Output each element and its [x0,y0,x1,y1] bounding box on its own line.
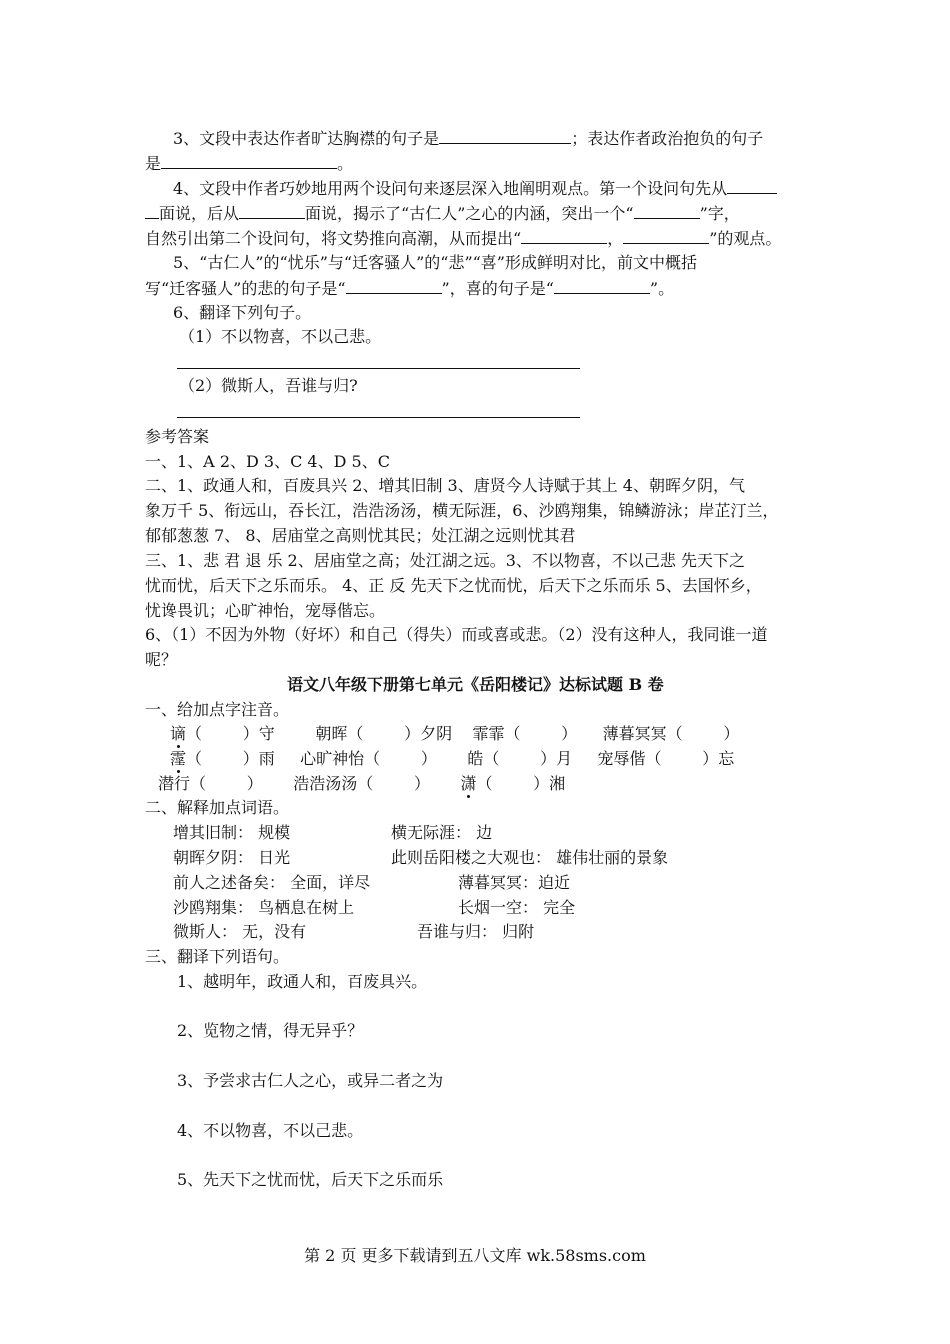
answers-line: 6、（1）不因为外物（好坏）和自己（得失）而或喜或悲。（2）没有这种人，我同谁一道 [145,625,768,644]
dotted-word: 谪 [170,724,187,743]
explain-item: 沙鸥翔集： 鸟栖息在树上 [173,898,355,917]
translate-item: 4、不以物喜，不以己悲。 [177,1121,364,1140]
explain-item: 薄暮冥冥：迫近 [458,873,571,892]
question-6-heading: 6、翻译下列句子。 [173,303,312,322]
explain-item: 前人之述备矣： 全面，详尽 [173,873,371,892]
section-3-heading: 三、翻译下列语句。 [145,947,290,966]
question-5-line-2: 写“迁客骚人”的悲的句子是“ ”，喜的句子是“ ”。 [145,279,675,298]
explain-item: 增其旧制： 规模 [173,823,291,842]
pinyin-row-1: 谪（ ）守 朝晖（ ）夕阴 霏霏（ ） 薄暮冥冥（ ） [170,724,740,743]
answer-blank [439,127,571,144]
answers-line: 呢？ [145,650,178,669]
answer-blank [145,202,159,219]
question-3-line-2: 是 。 [145,154,354,173]
answers-line: 二、1、政通人和，百废具兴 2、增其旧制 3、唐贤今人诗赋于其上 4、朝晖夕阴，气 [145,476,745,495]
answer-line [177,417,580,418]
answers-line: 一、1、A 2、D 3、C 4、D 5、C [145,452,390,471]
answers-line: 忧谗畏讥；心旷神怡，宠辱偕忘。 [145,601,386,620]
answer-blank [727,177,777,194]
answer-blank [346,277,442,294]
translate-item: 3、予尝求古仁人之心，或异二者之为 [177,1071,444,1090]
explain-item: 长烟一空： 完全 [458,898,576,917]
question-4-line-1: 4、文段中作者巧妙地用两个设问句来逐层深入地阐明观点。第一个设问句先从 [173,177,777,200]
answer-blank [634,202,700,219]
explain-item: 此则岳阳楼之大观也： 雄伟壮丽的景象 [391,848,669,867]
answers-line: 象万千 5、衔远山，吞长江，浩浩汤汤，横无际涯，6、沙鸥翔集，锦鳞游泳；岸芷汀兰， [145,501,779,520]
section-title: 语文八年级下册第七单元《岳阳楼记》达标试题 B 卷 [287,675,664,694]
answers-line: 忧而忧，后天下之乐而乐。 4、正 反 先天下之忧而忧，后天下之乐而乐 5、去国怀乡， [145,576,762,595]
section-2-heading: 二、解释加点词语。 [145,798,290,817]
explain-item: 朝晖夕阴： 日光 [173,848,291,867]
question-4-line-3: 自然引出第二个设问句，将文势推向高潮，从而提出“ ， ”的观点。 [145,229,782,248]
answer-blank [239,202,305,219]
answer-blank [554,277,650,294]
translate-item: 1、越明年，政通人和，百废具兴。 [177,972,428,991]
explain-item: 吾谁与归： 归附 [417,922,535,941]
answers-line: 郁郁葱葱 7、 8、居庙堂之高则忧其民；处江湖之远则忧其君 [145,526,576,545]
explain-item: 横无际涯： 边 [391,823,493,842]
answer-blank [623,227,709,244]
question-5-line-1: 5、“古仁人”的“忧乐”与“迁客骚人”的“悲”“喜”形成鲜明对比，前文中概括 [173,253,697,272]
answer-line [177,368,580,369]
answers-heading: 参考答案 [145,427,210,446]
explain-item: 微斯人： 无，没有 [173,922,307,941]
question-6-item-2: （2）微斯人，吾谁与归? [179,376,358,395]
pinyin-row-3: 潜行（ ） 浩浩汤汤（ ） 潇（ ）湘 [158,774,566,793]
translate-item: 2、览物之情，得无异乎？ [177,1021,364,1040]
answer-blank [161,152,337,169]
question-6-item-1: （1）不以物喜，不以己悲。 [179,327,382,346]
page-footer: 第 2 页 更多下载请到五八文库 wk.58sms.com [304,1246,646,1265]
dotted-word: 潇 [460,774,477,793]
dotted-word: 霪 [170,749,187,768]
translate-item: 5、先天下之忧而忧，后天下之乐而乐 [177,1170,444,1189]
pinyin-row-2: 霪（ ）雨 心旷神怡（ ） 皓（ ）月 宠辱偕（ ）忘 [170,749,735,768]
answers-line: 三、1、悲 君 退 乐 2、居庙堂之高；处江湖之远。3、不以物喜，不以己悲 先天下之 [145,551,745,570]
section-1-heading: 一、给加点字注音。 [145,700,290,719]
answer-blank [521,227,607,244]
question-3-line-1: 3、文段中表达作者旷达胸襟的句子是 ；表达作者政治抱负的句子 [173,129,764,148]
question-4-line-2: 面说，后从 面说，揭示了“古仁人”之心的内涵，突出一个“ ”字， [145,202,740,225]
